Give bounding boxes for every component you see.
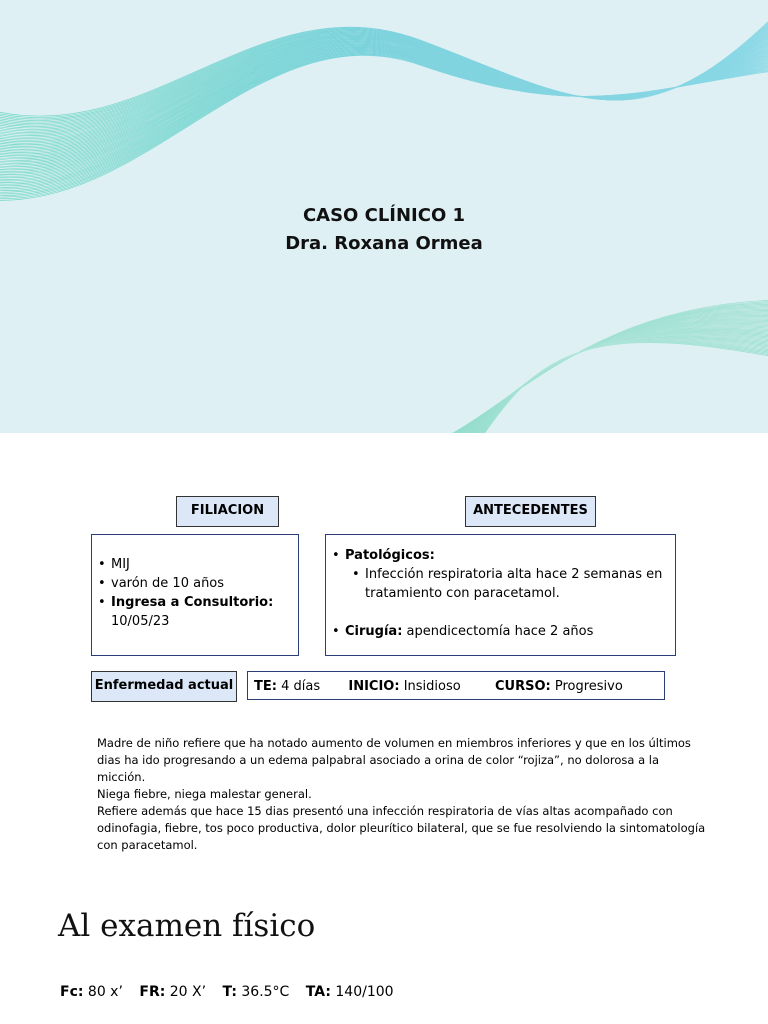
filiacion-header: FILIACION (176, 496, 279, 527)
cover-author: Dra. Roxana Ormea (285, 233, 483, 254)
cover-slide (0, 0, 768, 433)
filiacion-box (91, 534, 299, 656)
narrative-paragraph: Refiere además que hace 15 dias presentó una infección respiratoria de vías altas acompañado con odinofagia, fiebre, tos poco productiva, dolor pleurítico bilateral, que se fue resolviendo la sintomatología con paracetamol. (97, 804, 706, 852)
antecedentes-header: ANTECEDENTES (465, 496, 596, 527)
vital-fc: Fc: 80 x’ (60, 984, 123, 1000)
history-narrative (97, 735, 707, 854)
narrative-paragraph: Madre de niño refiere que ha notado aumento de volumen en miembros inferiores y que en los últimos dias ha ido progresando a un edema palpabral asociado a orina de color “rojiza”, no dolorosa a la micción. (97, 736, 691, 784)
antecedentes-box (325, 534, 676, 656)
vital-t: T: 36.5°C (222, 984, 290, 1000)
vital-signs (60, 984, 406, 1000)
vital-fr: FR: 20 X’ (139, 984, 207, 1000)
exam-title: Al examen físico (58, 908, 316, 944)
list-item: • Infección respiratoria alta hace 2 semanas en tratamiento con paracetamol. (348, 565, 669, 603)
list-item: • Ingresa a Consultorio: 10/05/23 (94, 593, 294, 631)
list-item: • Patológicos: (328, 546, 669, 565)
cover-title-block (0, 202, 768, 258)
enfermedad-box: TE: 4 días INICIO: Insidioso CURSO: Progresivo (247, 671, 665, 700)
list-item: • varón de 10 años (94, 574, 294, 593)
enfermedad-actual-header: Enfermedad actual (91, 671, 237, 702)
vital-ta: TA: 140/100 (305, 984, 394, 1000)
cover-title: CASO CLÍNICO 1 (302, 205, 466, 226)
case-slide (0, 433, 768, 1024)
list-item: • Cirugía: apendicectomía hace 2 años (328, 622, 669, 641)
narrative-paragraph: Niega fiebre, niega malestar general. (97, 787, 312, 801)
list-item: • MIJ (94, 555, 294, 574)
